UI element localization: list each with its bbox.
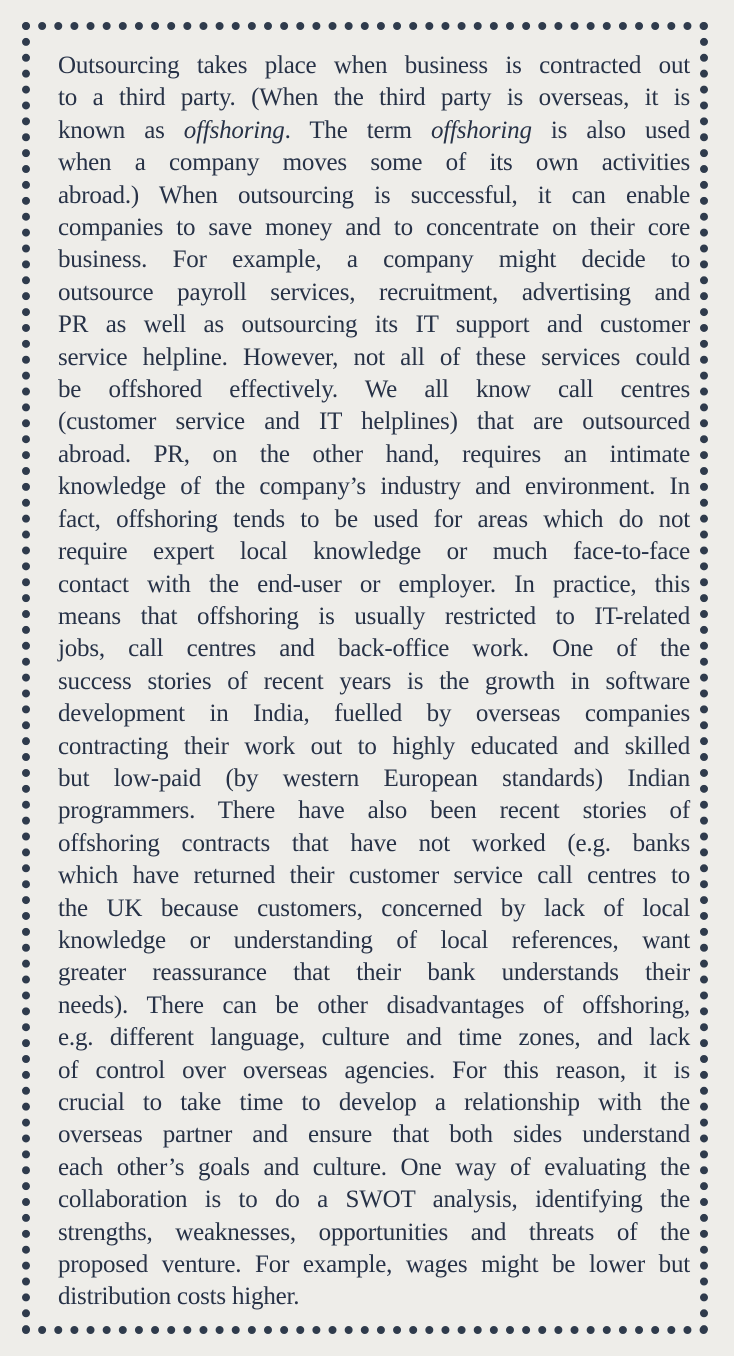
text-run: crucial to take time to develop a relationship with the xyxy=(58,1089,690,1116)
text-run: Outsourcing takes place when business is contracted out xyxy=(58,52,690,79)
text-line xyxy=(58,82,690,114)
text-run: e.g. different language, culture and time zones, and lack xyxy=(58,1024,690,1052)
text-run: to a third party. (When the third party is overseas, it is xyxy=(58,84,690,112)
text-run: outsource payroll services, recruitment, advertising and xyxy=(58,278,690,306)
text-line xyxy=(58,1022,690,1054)
text-line xyxy=(58,698,690,730)
text-line xyxy=(58,666,690,698)
text-line xyxy=(58,180,690,212)
text-run: which have returned their customer service call centres to xyxy=(58,862,690,890)
text-run: greater reassurance that their bank understands their xyxy=(58,959,690,987)
text-line xyxy=(58,471,690,503)
text-run: each other’s goals and culture. One way of evaluating the xyxy=(58,1153,690,1181)
text-run: when a company moves some of its own activities xyxy=(58,149,690,177)
text-line xyxy=(58,990,690,1022)
text-run: jobs, call centres and back-office work. One of the xyxy=(58,635,690,663)
text-run: be offshored effectively. We all know call centres xyxy=(58,376,690,404)
text-run: contracting their work out to highly educated and skilled xyxy=(58,732,690,760)
text-run: require expert local knowledge or much face-to-face xyxy=(58,538,690,566)
text-run: contact with the end-user or employer. In practice, this xyxy=(58,570,690,598)
text-line xyxy=(58,115,690,147)
text-run: known as xyxy=(58,116,184,144)
text-line xyxy=(58,1152,690,1184)
text-line xyxy=(58,212,690,244)
text-run: distribution costs higher. xyxy=(58,1283,300,1311)
text-line xyxy=(58,957,690,989)
text-run: the UK because customers, concerned by lack of local xyxy=(58,894,690,922)
text-line xyxy=(58,1119,690,1151)
text-line xyxy=(58,731,690,763)
text-run: companies to save money and to concentrate on their core xyxy=(58,214,690,242)
text-line xyxy=(58,893,690,925)
text-line xyxy=(58,147,690,179)
text-run: offshoring contracts that have not worked (e.g. banks xyxy=(58,829,690,857)
text-line xyxy=(58,439,690,471)
italic-term: offshoring xyxy=(430,116,532,144)
text-run: (customer service and IT helplines) that are outsourced xyxy=(58,408,690,436)
text-line xyxy=(58,536,690,568)
text-run: of control over overseas agencies. For this reason, it is xyxy=(58,1056,690,1084)
text-run: abroad. PR, on the other hand, requires an intimate xyxy=(58,440,690,468)
text-run: collaboration is to do a SWOT analysis, identifying the xyxy=(58,1186,690,1214)
text-run: needs). There can be other disadvantages of offshoring, xyxy=(58,991,690,1019)
text-run: strengths, weaknesses, opportunities and threats of the xyxy=(58,1218,690,1246)
text-run: is also used xyxy=(531,116,690,144)
text-run: business. For example, a company might decide to xyxy=(58,246,690,274)
text-line xyxy=(58,1281,690,1313)
text-line xyxy=(58,763,690,795)
text-line xyxy=(58,1217,690,1249)
body-paragraph xyxy=(58,50,690,1314)
text-line xyxy=(58,406,690,438)
text-line xyxy=(58,860,690,892)
text-line xyxy=(58,244,690,276)
text-line xyxy=(58,504,690,536)
text-run: proposed venture. For example, wages might be lower but xyxy=(58,1251,690,1279)
text-line xyxy=(58,1055,690,1087)
text-line xyxy=(58,374,690,406)
text-line xyxy=(58,601,690,633)
text-run: knowledge or understanding of local references, want xyxy=(58,926,690,954)
text-line xyxy=(58,277,690,309)
text-line xyxy=(58,1184,690,1216)
text-run: development in India, fuelled by overseas companies xyxy=(58,700,690,728)
text-line xyxy=(58,795,690,827)
text-run: . The term xyxy=(284,116,431,144)
text-line xyxy=(58,50,690,82)
italic-term: offshoring xyxy=(183,116,285,144)
text-run: service helpline. However, not all of these services could xyxy=(58,343,690,371)
text-run: programmers. There have also been recent stories of xyxy=(58,797,690,825)
text-run: knowledge of the company’s industry and environment. In xyxy=(58,473,690,501)
text-line xyxy=(58,309,690,341)
text-run: success stories of recent years is the growth in software xyxy=(58,667,690,695)
text-line xyxy=(58,1249,690,1281)
text-line xyxy=(58,633,690,665)
text-run: PR as well as outsourcing its IT support and customer xyxy=(58,311,690,339)
text-line xyxy=(58,1087,690,1119)
text-run: but low-paid (by western European standards) Indian xyxy=(58,764,690,792)
text-run: abroad.) When outsourcing is successful, it can enable xyxy=(58,181,690,209)
text-line xyxy=(58,342,690,374)
text-run: overseas partner and ensure that both sides understand xyxy=(58,1121,690,1149)
text-line xyxy=(58,828,690,860)
text-run: fact, offshoring tends to be used for areas which do not xyxy=(58,505,690,533)
text-run: means that offshoring is usually restricted to IT-related xyxy=(58,602,690,630)
text-line xyxy=(58,569,690,601)
text-line xyxy=(58,925,690,957)
